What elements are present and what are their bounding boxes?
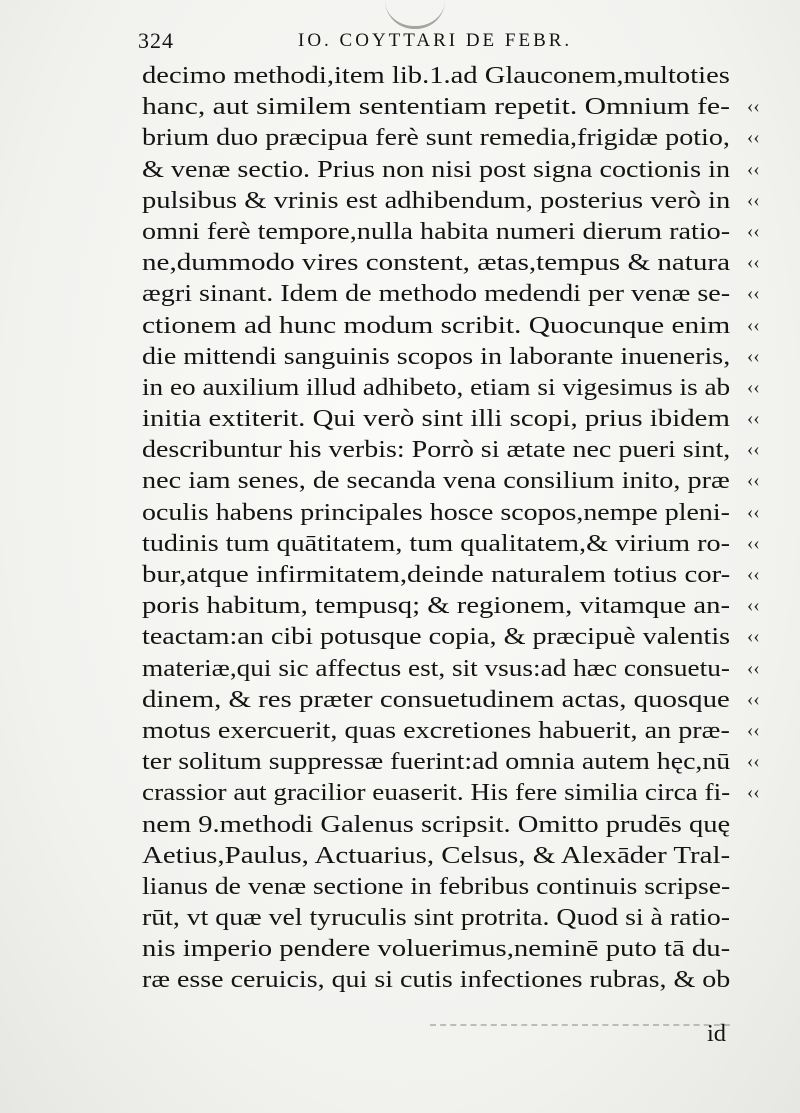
line-text: die mittendi sanguinis scopos in laborante inueneris, bbox=[142, 342, 731, 370]
text-line bbox=[142, 372, 760, 403]
quotation-marker: ‹‹ bbox=[747, 626, 760, 648]
text-line bbox=[142, 590, 760, 621]
text-line bbox=[142, 621, 760, 652]
quotation-marker: ‹‹ bbox=[747, 96, 760, 118]
text-line bbox=[142, 902, 742, 933]
quotation-marker: ‹‹ bbox=[747, 283, 760, 305]
line-text: teactam:an cibi potusque copia, & præcipuè valentis bbox=[142, 623, 731, 651]
text-line bbox=[142, 122, 760, 153]
quotation-marker: ‹‹ bbox=[747, 719, 760, 741]
text-line bbox=[142, 777, 760, 808]
line-text: describuntur his verbis: Porrò si ætate nec pueri sint, bbox=[142, 436, 731, 464]
line-text: oculis habens principales hosce scopos,nempe pleni- bbox=[142, 498, 730, 526]
quotation-marker: ‹‹ bbox=[747, 127, 760, 149]
line-text: materiæ,qui sic affectus est, sit vsus:ad hæc consuetu- bbox=[142, 654, 730, 682]
line-text: ræ esse ceruicis, qui si cutis infectiones rubras, & ob bbox=[142, 966, 731, 994]
line-text: rūt, vt quæ vel tyruculis sint protrita. Quod si à ratio- bbox=[142, 904, 730, 932]
line-text: bur,atque infirmitatem,deinde naturalem totius cor- bbox=[142, 561, 731, 588]
text-line bbox=[142, 403, 760, 434]
text-line bbox=[142, 341, 760, 372]
quotation-marker: ‹‹ bbox=[747, 595, 760, 617]
binding-thread-mark bbox=[385, 0, 445, 29]
text-line bbox=[142, 434, 760, 465]
line-text: brium duo præcipua ferè sunt remedia,frigidæ potio, bbox=[142, 124, 730, 152]
line-text: ne,dummodo vires constent, ætas,tempus & natura bbox=[142, 249, 730, 277]
text-line bbox=[142, 840, 742, 871]
text-line bbox=[142, 746, 760, 777]
text-line bbox=[142, 871, 742, 902]
quotation-marker: ‹‹ bbox=[747, 252, 760, 274]
quotation-marker: ‹‹ bbox=[747, 470, 760, 492]
quotation-marker: ‹‹ bbox=[747, 345, 760, 367]
quotation-marker: ‹‹ bbox=[747, 782, 760, 804]
text-line bbox=[142, 278, 760, 309]
page-header bbox=[138, 28, 738, 56]
quotation-marker: ‹‹ bbox=[747, 408, 760, 430]
line-text: tudinis tum quātitatem, tum qualitatem,& virium ro- bbox=[142, 529, 730, 557]
text-line bbox=[142, 465, 760, 496]
line-text: in eo auxilium illud adhibeto, etiam si vigesimus is ab bbox=[142, 373, 731, 401]
line-text: hanc, aut similem sententiam repetit. Omnium fe- bbox=[142, 93, 730, 121]
text-line bbox=[142, 933, 742, 964]
text-line bbox=[142, 310, 760, 341]
line-text: decimo methodi,item lib.1.ad Glauconem,multoties bbox=[142, 62, 730, 89]
line-text: dinem, & res præter consuetudinem actas, quosque bbox=[142, 685, 730, 713]
line-text: nem 9.methodi Galenus scripsit. Omitto prudēs quę bbox=[142, 810, 731, 838]
text-line bbox=[142, 528, 760, 559]
quotation-marker: ‹‹ bbox=[747, 657, 760, 679]
text-line bbox=[142, 684, 760, 715]
line-text: poris habitum, tempusq; & regionem, vitamque an- bbox=[142, 592, 731, 620]
line-text: motus exercuerit, quas excretiones habuerit, an præ- bbox=[142, 716, 730, 744]
line-text: ctionem ad hunc modum scribit. Quocunque enim bbox=[142, 311, 731, 339]
text-line bbox=[142, 216, 760, 247]
body-text bbox=[142, 60, 760, 996]
line-text: ter solitum suppressæ fuerint:ad omnia autem hęc,nū bbox=[142, 748, 731, 776]
line-text: pulsibus & vrinis est adhibendum, posterius verò in bbox=[142, 186, 731, 214]
quotation-marker: ‹‹ bbox=[747, 532, 760, 554]
line-text: omni ferè tempore,nulla habita numeri dierum ratio- bbox=[142, 217, 731, 245]
line-text: ægri sinant. Idem de methodo medendi per venæ se- bbox=[142, 280, 731, 308]
quotation-marker: ‹‹ bbox=[747, 439, 760, 461]
text-line bbox=[142, 653, 760, 684]
text-line bbox=[142, 185, 760, 216]
text-line bbox=[142, 60, 742, 91]
text-line bbox=[142, 91, 760, 122]
line-text: lianus de venæ sectione in febribus continuis scripse- bbox=[142, 872, 731, 900]
quotation-marker: ‹‹ bbox=[747, 751, 760, 773]
quotation-marker: ‹‹ bbox=[747, 501, 760, 523]
text-line bbox=[142, 964, 742, 995]
text-line bbox=[142, 154, 760, 185]
text-line bbox=[142, 497, 760, 528]
text-line bbox=[142, 809, 742, 840]
line-text: nis imperio pendere voluerimus,neminē puto tā du- bbox=[142, 935, 731, 963]
line-text: & venæ sectio. Prius non nisi post signa coctionis in bbox=[142, 155, 731, 183]
line-text: Aetius,Paulus, Actuarius, Celsus, & Alexāder Tral- bbox=[142, 841, 731, 869]
bottom-rule bbox=[430, 1024, 730, 1026]
quotation-marker: ‹‹ bbox=[747, 688, 760, 710]
quotation-marker: ‹‹ bbox=[747, 376, 760, 398]
quotation-marker: ‹‹ bbox=[747, 220, 760, 242]
quotation-marker: ‹‹ bbox=[747, 189, 760, 211]
text-line bbox=[142, 559, 760, 590]
quotation-marker: ‹‹ bbox=[747, 158, 760, 180]
line-text: initia extiterit. Qui verò sint illi scopi, prius ibidem bbox=[142, 405, 730, 433]
text-line bbox=[142, 715, 760, 746]
running-title: IO. COYTTARI DE FEBR. bbox=[298, 30, 573, 51]
quotation-marker: ‹‹ bbox=[747, 314, 760, 336]
catchword: id bbox=[707, 1020, 727, 1047]
line-text: nec iam senes, de secanda vena consilium inito, præ bbox=[142, 467, 730, 495]
quotation-marker: ‹‹ bbox=[747, 564, 760, 585]
line-text: crassior aut gracilior euaserit. His fere similia circa fi- bbox=[142, 779, 731, 807]
text-line bbox=[142, 247, 760, 278]
page-number: 324 bbox=[138, 28, 174, 53]
